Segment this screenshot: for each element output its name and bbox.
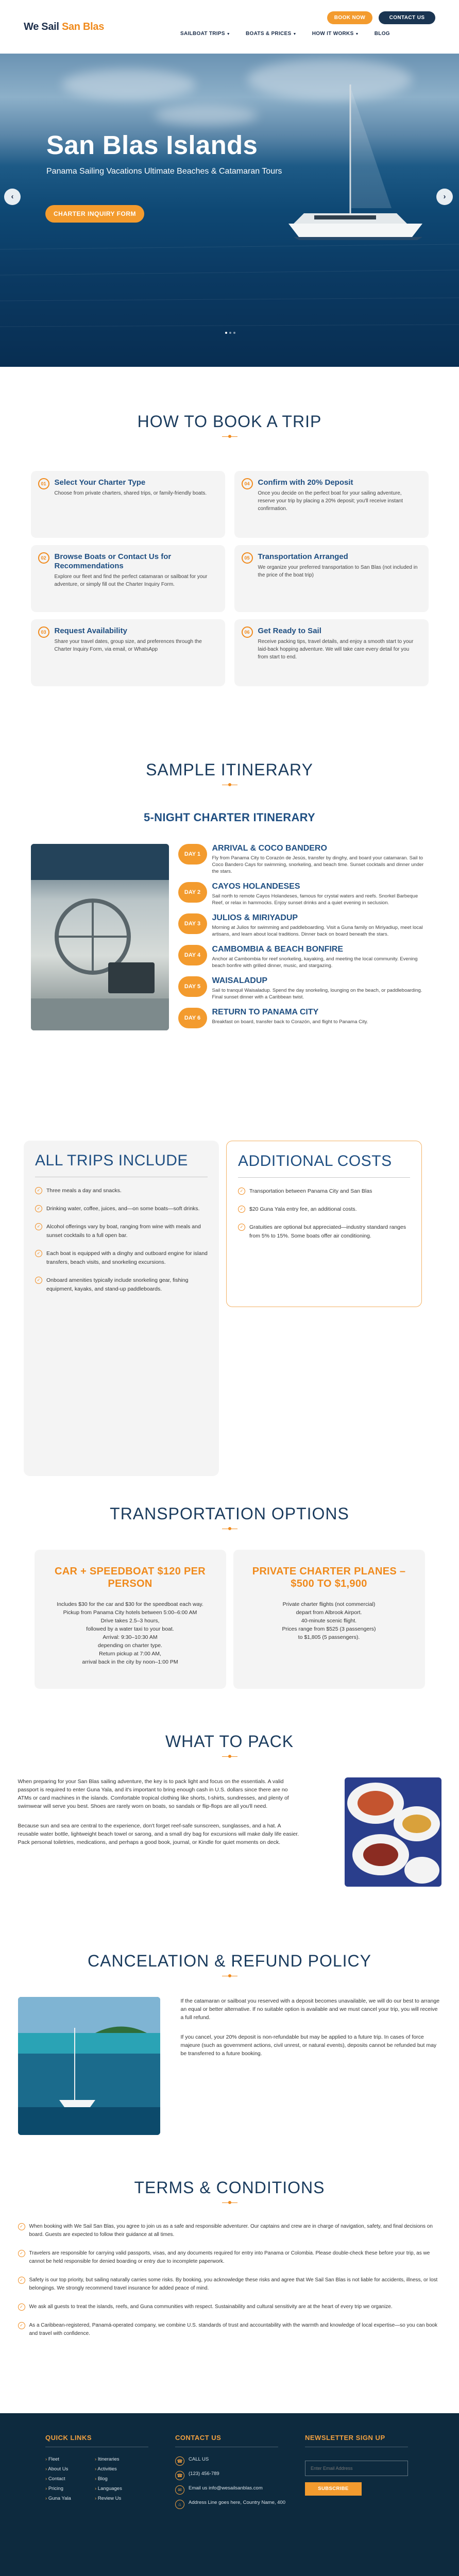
- nav-sailboat-trips[interactable]: SAILBOAT TRIPS ▼: [180, 31, 231, 37]
- day-desc: Sail north to remote Cayos Holandeses, famous for crystal waters and reefs. Snorkel Barbeque Reef, or relax in hammocks. Enjoy sunset drinks and a quiet evening in seclusion.: [212, 893, 418, 906]
- check-icon: ✓: [35, 1223, 42, 1230]
- check-icon: ✓: [238, 1224, 245, 1231]
- include-item: ✓ Each boat is equipped with a dinghy and outboard engine for island transfers, beach visits, and snorkeling excursions.: [35, 1249, 208, 1267]
- step-text: Share your travel dates, group size, and preferences through the Charter Inquiry Form, via email, or WhatsApp: [54, 639, 202, 652]
- seafood-meal-image: [345, 1777, 441, 1887]
- slider-dot[interactable]: [233, 332, 235, 334]
- include-item: ✓ Drinking water, coffee, juices, and—on some boats—soft drinks.: [35, 1205, 208, 1213]
- step-card: [234, 545, 429, 612]
- day-badge: DAY 5: [178, 976, 207, 997]
- step-card: [31, 619, 225, 686]
- day-badge: DAY 1: [178, 844, 207, 865]
- newsletter-email-input[interactable]: [305, 2461, 408, 2476]
- step-number: 03: [38, 626, 49, 638]
- logo-accent: San Blas: [61, 21, 105, 32]
- term-item: ✓ We ask all guests to treat the islands, reefs, and Guna communities with respect. Sustainability and cultural sensitivity are at the heart of every trip we organize.: [18, 2303, 441, 2311]
- divider: [222, 2202, 237, 2203]
- day-title: ARRIVAL & COCO BANDERO: [212, 844, 327, 853]
- footer-link[interactable]: › Pricing: [45, 2486, 95, 2492]
- yacht-helm-image: [31, 844, 169, 1030]
- hero-title: San Blas Islands: [46, 130, 258, 160]
- slider-prev-icon[interactable]: ‹: [4, 189, 21, 205]
- what-to-pack-section: [0, 1709, 459, 1936]
- subscribe-button[interactable]: SUBSCRIBE: [305, 2482, 362, 2496]
- slider-next-icon[interactable]: ›: [436, 189, 453, 205]
- day-title: CAYOS HOLANDESES: [212, 882, 300, 891]
- itinerary-day: [178, 976, 429, 1001]
- cancel-paragraph: If you cancel, your 20% deposit is non-refundable but may be applied to a future trip. In cases of force majeure (such as government actions, civil unrest, or natural events), deposits cannot be refunded but may be transferred to a future booking.: [180, 2034, 437, 2057]
- divider: [222, 1756, 237, 1757]
- footer-link[interactable]: › Guna Yala: [45, 2496, 95, 2501]
- section-title: SAMPLE ITINERARY: [146, 760, 313, 779]
- itinerary-section: [0, 745, 459, 1141]
- check-icon: ✓: [18, 2322, 25, 2329]
- step-title: Confirm with 20% Deposit: [258, 478, 353, 487]
- contact-row: ☎ CALL US: [175, 2456, 285, 2466]
- step-card: [31, 471, 225, 538]
- footer-link[interactable]: › Review Us: [95, 2496, 144, 2501]
- step-text: Explore our fleet and find the perfect catamaran or sailboat for your adventure, or simply fill out the Charter Inquiry Form.: [54, 574, 208, 587]
- check-icon: ✓: [18, 2277, 25, 2284]
- island-sailboat-image: [18, 1997, 160, 2135]
- footer-heading: NEWSLETTER SIGN UP: [305, 2434, 385, 2442]
- check-icon: ✓: [18, 2223, 25, 2230]
- nav-boats-prices[interactable]: BOATS & PRICES ▼: [246, 31, 297, 37]
- site-logo[interactable]: [24, 21, 104, 33]
- term-item: ✓ When booking with We Sail San Blas, you agree to join us as a safe and responsible adventurer. Our captains and crew are in charge of navigation, safety, and final decisions on board. Guests are expected to follow their guidance at all times.: [18, 2223, 441, 2239]
- email-icon: ✉: [175, 2485, 184, 2495]
- day-desc: Fly from Panama City to Corazón de Jesús, transfer by dinghy, and board your catamaran. Sail to Coco Bandero Cays for swimming, snorkeling, and beach time. Sunset cocktails and dinner under the stars.: [212, 855, 424, 874]
- day-badge: DAY 3: [178, 913, 207, 934]
- check-icon: ✓: [35, 1277, 42, 1284]
- check-icon: ✓: [35, 1205, 42, 1212]
- step-title: Request Availability: [54, 626, 127, 635]
- section-title: HOW TO BOOK A TRIP: [137, 412, 322, 431]
- section-title: TRANSPORTATION OPTIONS: [110, 1504, 349, 1523]
- step-title: Browse Boats or Contact Us for Recommendations: [54, 552, 172, 570]
- includes-costs-section: [0, 1141, 459, 1494]
- location-icon: ⌂: [175, 2500, 184, 2509]
- step-text: We organize your preferred transportation to San Blas (not included in the price of the boat trip): [258, 565, 418, 578]
- section-title: CANCELATION & REFUND POLICY: [88, 1952, 371, 1970]
- step-card: [31, 545, 225, 612]
- cost-item: ✓ $20 Guna Yala entry fee, an additional costs.: [238, 1205, 410, 1214]
- day-desc: Sail to tranquil Waisaladup. Spend the day snorkeling, lounging on the beach, or paddleboarding. Final sunset dinner with a Caribbean twist.: [212, 988, 422, 1000]
- transport-card-car-speedboat: CAR + SPEEDBOAT $120 PER PERSON Includes $30 for the car and $30 for the speedboat each way. Pickup from Panama City hotels between 5:00–6:00 AM Drive takes 2.5–3 hours, followed by a water taxi to your boat. Arrival: 9:30–10:30 AM depending on charter type. Return pickup at 7:00 AM, arrival back in the city by noon–1:00 PM: [35, 1550, 226, 1689]
- contact-row[interactable]: ☎ (123) 456-789: [175, 2471, 285, 2480]
- day-title: RETURN TO PANAMA CITY: [212, 1008, 319, 1016]
- chevron-down-icon: ▼: [293, 32, 297, 36]
- transport-title: CAR + SPEEDBOAT $120 PER PERSON: [54, 1566, 206, 1589]
- contact-us-button[interactable]: CONTACT US: [379, 11, 435, 24]
- footer-link[interactable]: › Blog: [95, 2476, 144, 2482]
- include-item: ✓ Onboard amenities typically include snorkeling gear, fishing equipment, kayaks, and stand-up paddleboards.: [35, 1276, 208, 1294]
- hero-subtitle: Panama Sailing Vacations Ultimate Beaches & Catamaran Tours: [46, 167, 282, 176]
- check-icon: ✓: [18, 2303, 25, 2311]
- pack-paragraph: When preparing for your San Blas sailing adventure, the key is to pack light and focus on the essentials. A valid passport is required to enter Guna Yala, and it's important to bring enough cash in U.S. dollars since there are no ATMs or card machines in the islands. Comfortable tropical clothing like shorts, t-shirts, sundresses, and plenty of swimwear will serve you best. Shoes are rarely worn on boats, so sandals or flip-flops are all you'll need.: [18, 1778, 289, 1809]
- check-icon: ✓: [35, 1187, 42, 1194]
- transport-title: PRIVATE CHARTER PLANES – $500 TO $1,900: [252, 1566, 406, 1589]
- hero-slider: [0, 54, 459, 367]
- step-card: [234, 471, 429, 538]
- step-text: Choose from private charters, shared trips, or family-friendly boats.: [54, 490, 207, 496]
- check-icon: ✓: [238, 1206, 245, 1213]
- term-item: ✓ As a Caribbean-registered, Panamá-operated company, we combine U.S. standards of trust and accountability with the warmth and knowledge of local expertise—so you can book and travel with confidence.: [18, 2321, 441, 2338]
- pack-paragraph: Because sun and sea are central to the experience, don't forget reef-safe sunscreen, sunglasses, and a hat. A reusable water bottle, lightweight beach towel or sarong, and a small dry bag for excursions will make daily life easier. Pack personal toiletries, medications, and perhaps a good book, journal, or Kindle for quiet moments on deck.: [18, 1823, 299, 1845]
- term-item: ✓ Travelers are responsible for carrying valid passports, visas, and any documents required for entry into Panama or Colombia. Please double-check these before your trip, as we cannot be held responsible for denied boarding or entry due to incomplete paperwork.: [18, 2249, 441, 2266]
- footer-link[interactable]: › Itineraries: [95, 2456, 144, 2462]
- day-title: CAMBOMBIA & BEACH BONFIRE: [212, 945, 344, 954]
- step-text: Once you decide on the perfect boat for your sailing adventure, reserve your trip by placing a 20% deposit; you'll receive instant confirmation.: [258, 490, 403, 512]
- cost-item: ✓ Transportation between Panama City and San Blas: [238, 1187, 410, 1196]
- footer-link[interactable]: › Activities: [95, 2466, 144, 2472]
- slider-dots: [225, 332, 235, 334]
- footer-contact: [175, 2434, 285, 2514]
- check-icon: ✓: [35, 1250, 42, 1257]
- day-badge: DAY 2: [178, 882, 207, 903]
- step-title: Get Ready to Sail: [258, 626, 321, 635]
- site-header: [0, 0, 459, 54]
- day-desc: Morning at Julios for swimming and paddleboarding. Visit a Guna family on Miriyadiup, meet local artisans, and learn about local traditions. Dinner back on board beneath the stars.: [212, 925, 423, 937]
- itinerary-day: [178, 882, 429, 906]
- itinerary-day: [178, 945, 429, 969]
- box-title: ALL TRIPS INCLUDE: [35, 1152, 188, 1169]
- contact-row[interactable]: ✉ Email us info@wesailsanblas.com: [175, 2485, 285, 2495]
- main-nav: [180, 31, 390, 37]
- day-desc: Anchor at Cambombia for reef snorkeling, kayaking, and meeting the local community. Evening beach bonfire with grilled dinner, music, and stargazing.: [212, 956, 418, 969]
- charter-inquiry-button[interactable]: CHARTER INQUIRY FORM: [45, 205, 144, 223]
- step-text: Receive packing tips, travel details, and enjoy a smooth start to your laid-back hopping adventure. We will take care every detail for you from start to end.: [258, 639, 414, 660]
- chevron-down-icon: ▼: [355, 32, 359, 36]
- nav-how-it-works[interactable]: HOW IT WORKS ▼: [312, 31, 359, 37]
- slider-dot[interactable]: [229, 332, 231, 334]
- nav-blog[interactable]: BLOG: [374, 31, 390, 37]
- footer-newsletter: [305, 2434, 408, 2496]
- step-title: Transportation Arranged: [258, 552, 348, 561]
- step-number: 06: [242, 626, 253, 638]
- footer-link[interactable]: › Fleet: [45, 2456, 95, 2462]
- chevron-down-icon: ▼: [226, 32, 231, 36]
- book-now-button[interactable]: BOOK NOW: [327, 11, 372, 24]
- footer-quick-links: [45, 2434, 148, 2501]
- box-title: ADDITIONAL COSTS: [238, 1153, 392, 1170]
- cancelation-section: [0, 1936, 459, 2163]
- day-title: JULIOS & MIRIYADUP: [212, 913, 298, 922]
- itinerary-day: [178, 1008, 429, 1028]
- footer-link[interactable]: › Contact: [45, 2476, 95, 2482]
- day-badge: DAY 4: [178, 945, 207, 965]
- day-desc: Breakfast on board, transfer back to Corazón, and flight to Panama City.: [212, 1019, 368, 1025]
- step-number: 05: [242, 552, 253, 564]
- itinerary-day: [178, 913, 429, 938]
- transportation-section: [0, 1494, 459, 1709]
- section-title: TERMS & CONDITIONS: [134, 2178, 325, 2197]
- logo-main: We Sail: [24, 21, 59, 32]
- itinerary-day: [178, 844, 429, 875]
- term-item: ✓ Safety is our top priority, but sailing naturally carries some risks. By booking, you acknowledge these risks and agree that We Sail San Blas is not liable for accidents, illness, or lost belongings. We strongly recommend travel insurance for added peace of mind.: [18, 2276, 441, 2293]
- phone-icon: ☎: [175, 2456, 184, 2466]
- itinerary-subtitle: 5-NIGHT CHARTER ITINERARY: [143, 811, 316, 824]
- include-item: ✓ Three meals a day and snacks.: [35, 1187, 208, 1195]
- how-to-book-section: [0, 367, 459, 745]
- section-title: WHAT TO PACK: [165, 1732, 294, 1751]
- phone-icon: ☎: [175, 2471, 184, 2480]
- contact-row: ⌂ Address Line goes here, Country Name, 400: [175, 2500, 285, 2509]
- site-footer: [0, 2413, 459, 2576]
- terms-section: [0, 2163, 459, 2413]
- day-badge: DAY 6: [178, 1008, 207, 1028]
- all-trips-include-box: [24, 1141, 219, 1476]
- step-number: 01: [38, 478, 49, 489]
- cancel-paragraph: If the catamaran or sailboat you reserved with a deposit becomes unavailable, we will do our best to arrange an equal or better alternative. If no suitable option is available and we must cancel your trip, you will receive a full refund.: [180, 1998, 440, 2021]
- footer-heading: QUICK LINKS: [45, 2434, 92, 2442]
- day-title: WAISALADUP: [212, 976, 268, 985]
- transport-card-charter-planes: PRIVATE CHARTER PLANES – $500 TO $1,900 Private charter flights (not commercial) depart from Albrook Airport. 40-minute scenic flight. Prices range from $525 (3 passengers) to $1,805 (5 passengers).: [233, 1550, 425, 1689]
- cost-item: ✓ Gratuities are optional but appreciated—industry standard ranges from 5% to 15%. Some boats offer air conditioning.: [238, 1223, 410, 1241]
- footer-link[interactable]: › About Us: [45, 2466, 95, 2472]
- step-card: [234, 619, 429, 686]
- step-number: 02: [38, 552, 49, 564]
- slider-dot[interactable]: [225, 332, 227, 334]
- check-icon: ✓: [18, 2250, 25, 2257]
- include-item: ✓ Alcohol offerings vary by boat, ranging from wine with meals and sunset cocktails to a full open bar.: [35, 1223, 208, 1240]
- step-number: 04: [242, 478, 253, 489]
- step-title: Select Your Charter Type: [54, 478, 146, 487]
- footer-link[interactable]: › Languages: [95, 2486, 144, 2492]
- check-icon: ✓: [238, 1188, 245, 1195]
- additional-costs-box: [226, 1141, 422, 1307]
- divider: [222, 436, 237, 437]
- footer-heading: CONTACT US: [175, 2434, 222, 2442]
